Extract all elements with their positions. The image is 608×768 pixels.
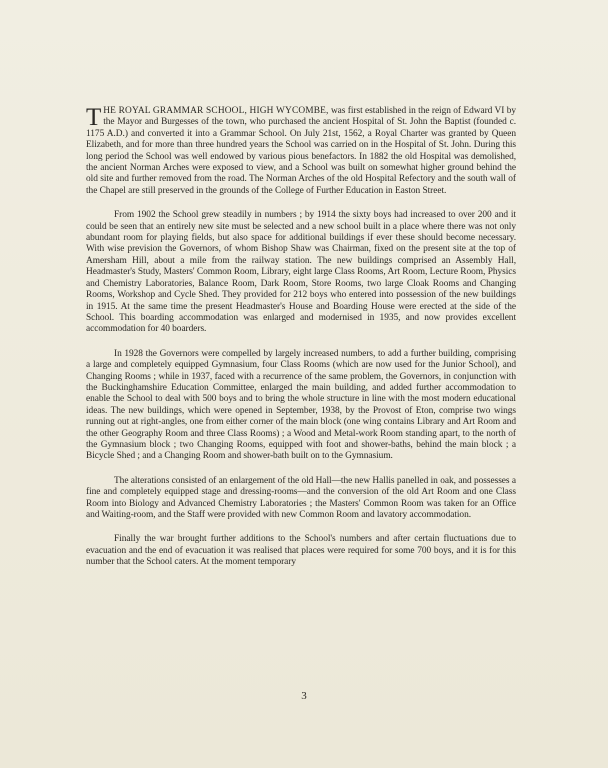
drop-cap: T (86, 104, 102, 131)
school-name-heading: HE ROYAL GRAMMAR SCHOOL, HIGH WYCOMBE, (103, 106, 329, 116)
paragraph-4: The alterations consisted of an enlargement of the old Hall—the new Hallis panelled in oak, and possesses a fine and completely equipped stage and dressing-rooms—and the conversion of the old Art Room and one Class Room into Biology and Advanced Chemistry Laboratories ; the Masters' Common Room was taken for an Office and Waiting-room, and the Staff were provided with new Common Room and lavatory accommodation. (86, 475, 516, 520)
paragraph-3: In 1928 the Governors were compelled by largely increased numbers, to add a further building, comprising a large and completely equipped Gymnasium, four Class Rooms (which are now used for the Junior School), and Changing Rooms ; while in 1937, faced with a recurrence of the same problem, the Governors, in conjunction with the Buckinghamshire Education Committee, enlarged the main building, and added further accommodation to enable the School to deal with 500 boys and to bring the whole structure in line with the most modern educational ideas. The new buildings, which were opened in September, 1938, by the Provost of Eton, comprise two wings running out at right-angles, one from either corner of the main block (one wing contains Library and Art Room and the other Geography Room and three Class Rooms) ; a Wood and Metal-work Room standing apart, to the north of the Gymnasium block ; two Changing Rooms, equipped with foot and shower-baths, behind the main block ; a Bicycle Shed ; and a Changing Room and shower-bath built on to the Gymnasium. (86, 348, 516, 462)
body-text (86, 106, 516, 582)
page-number: 3 (301, 690, 307, 702)
paragraph-2: From 1902 the School grew steadily in numbers ; by 1914 the sixty boys had increased to over 200 and it could be seen that an entirely new site must be selected and a new school built in a place where there was not only abundant room for playing fields, but also space for additional buildings if ever these should become necessary. With wise prevision the Governors, of whom Bishop Shaw was Chairman, fixed on the present site at the top of Amersham Hill, about a mile from the railway station. The new buildings comprised an Assembly Hall, Headmaster's Study, Masters' Common Room, Library, eight large Class Rooms, Art Room, Lecture Room, Physics and Chemistry Laboratories, Balance Room, Dark Room, Store Rooms, two large Cloak Rooms and Changing Rooms, Workshop and Cycle Shed. They provided for 212 boys who entered into possession of the new buildings in 1915. At the same time the present Headmaster's House and Boarding House were erected at the side of the School. This boarding accommodation was enlarged and modernised in 1935, and now provides excellent accommodation for 40 boarders. (86, 210, 516, 335)
paragraph-1-text: was first established in the reign of Edward VI by the Mayor and Burgesses of the town, who purchased the ancient Hospital of St. John the Baptist (founded c. 1175 A.D.) and converted it into a Grammar School. On July 21st, 1562, a Royal Charter was granted by Queen Elizabeth, and for more than three hundred years the School was carried on in the Hospital of St. John. During this long period the School was well endowed by various pious benefactors. In 1882 the old Hospital was demolished, the ancient Norman Arches were exposed to view, and a School was built on somewhat higher ground behind the old site and further removed from the road. The Norman Arches of the old Hospital Refectory and the south wall of the Chapel are still preserved in the grounds of the College of Further Education in Easton Street. (86, 106, 516, 196)
paragraph-1 (86, 106, 516, 197)
paragraph-5: Finally the war brought further additions to the School's numbers and after certain fluctuations due to evacuation and the end of evacuation it was realised that places were required for some 700 boys, and it is for this number that the School caters. At the moment temporary (86, 534, 516, 568)
